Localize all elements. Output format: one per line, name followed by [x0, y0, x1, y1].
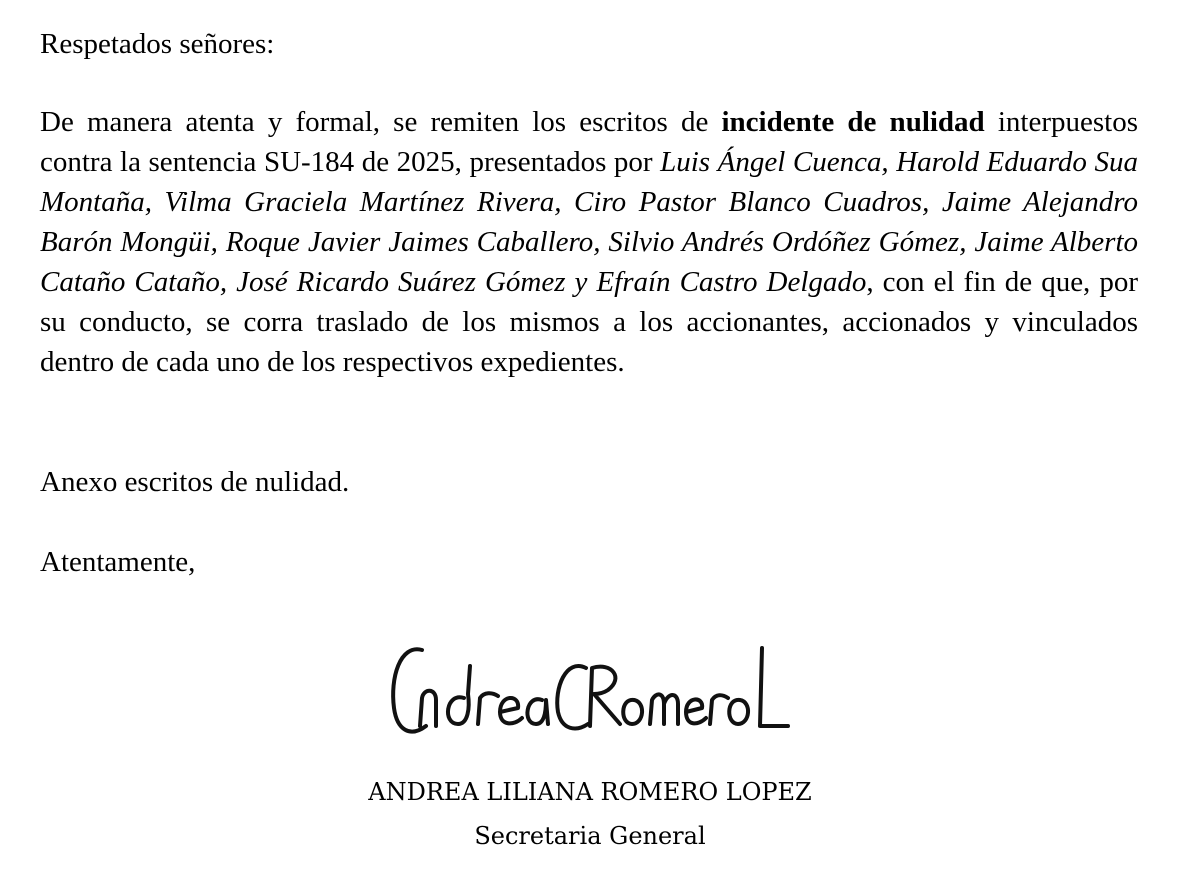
body-intro: De manera atenta y formal, se remiten los escritos de — [40, 106, 722, 138]
annex-line: Anexo escritos de nulidad. — [40, 466, 350, 498]
signer-name: ANDREA LILIANA ROMERO LOPEZ — [368, 778, 812, 806]
body-end: , con el fin de que, por su conducto, se corra traslado de los mismos a los accionantes, accionados y vinculados dentro de cada uno de los respectivos expedientes. — [40, 266, 1138, 378]
closing-line: Atentamente, — [40, 546, 196, 578]
body-middle: interpuestos contra la sentencia SU-184 de 2025, presentados por — [40, 106, 1138, 178]
handwritten-signature — [380, 628, 800, 748]
salutation: Respetados señores: — [40, 28, 275, 60]
body-paragraph — [40, 102, 1138, 382]
body-names: Luis Ángel Cuenca, Harold Eduardo Sua Montaña, Vilma Graciela Martínez Rivera, Ciro Pastor Blanco Cuadros, Jaime Alejandro Barón Mongüi, Roque Javier Jaimes Caballero, Silvio Andrés Ordóñez Gómez, Jaime Alberto Cataño Cataño, José Ricardo Suárez Gómez y Efraín Castro Delgado — [40, 146, 1138, 298]
signer-title: Secretaria General — [474, 822, 706, 850]
body-highlight: incidente de nulidad — [721, 106, 985, 138]
